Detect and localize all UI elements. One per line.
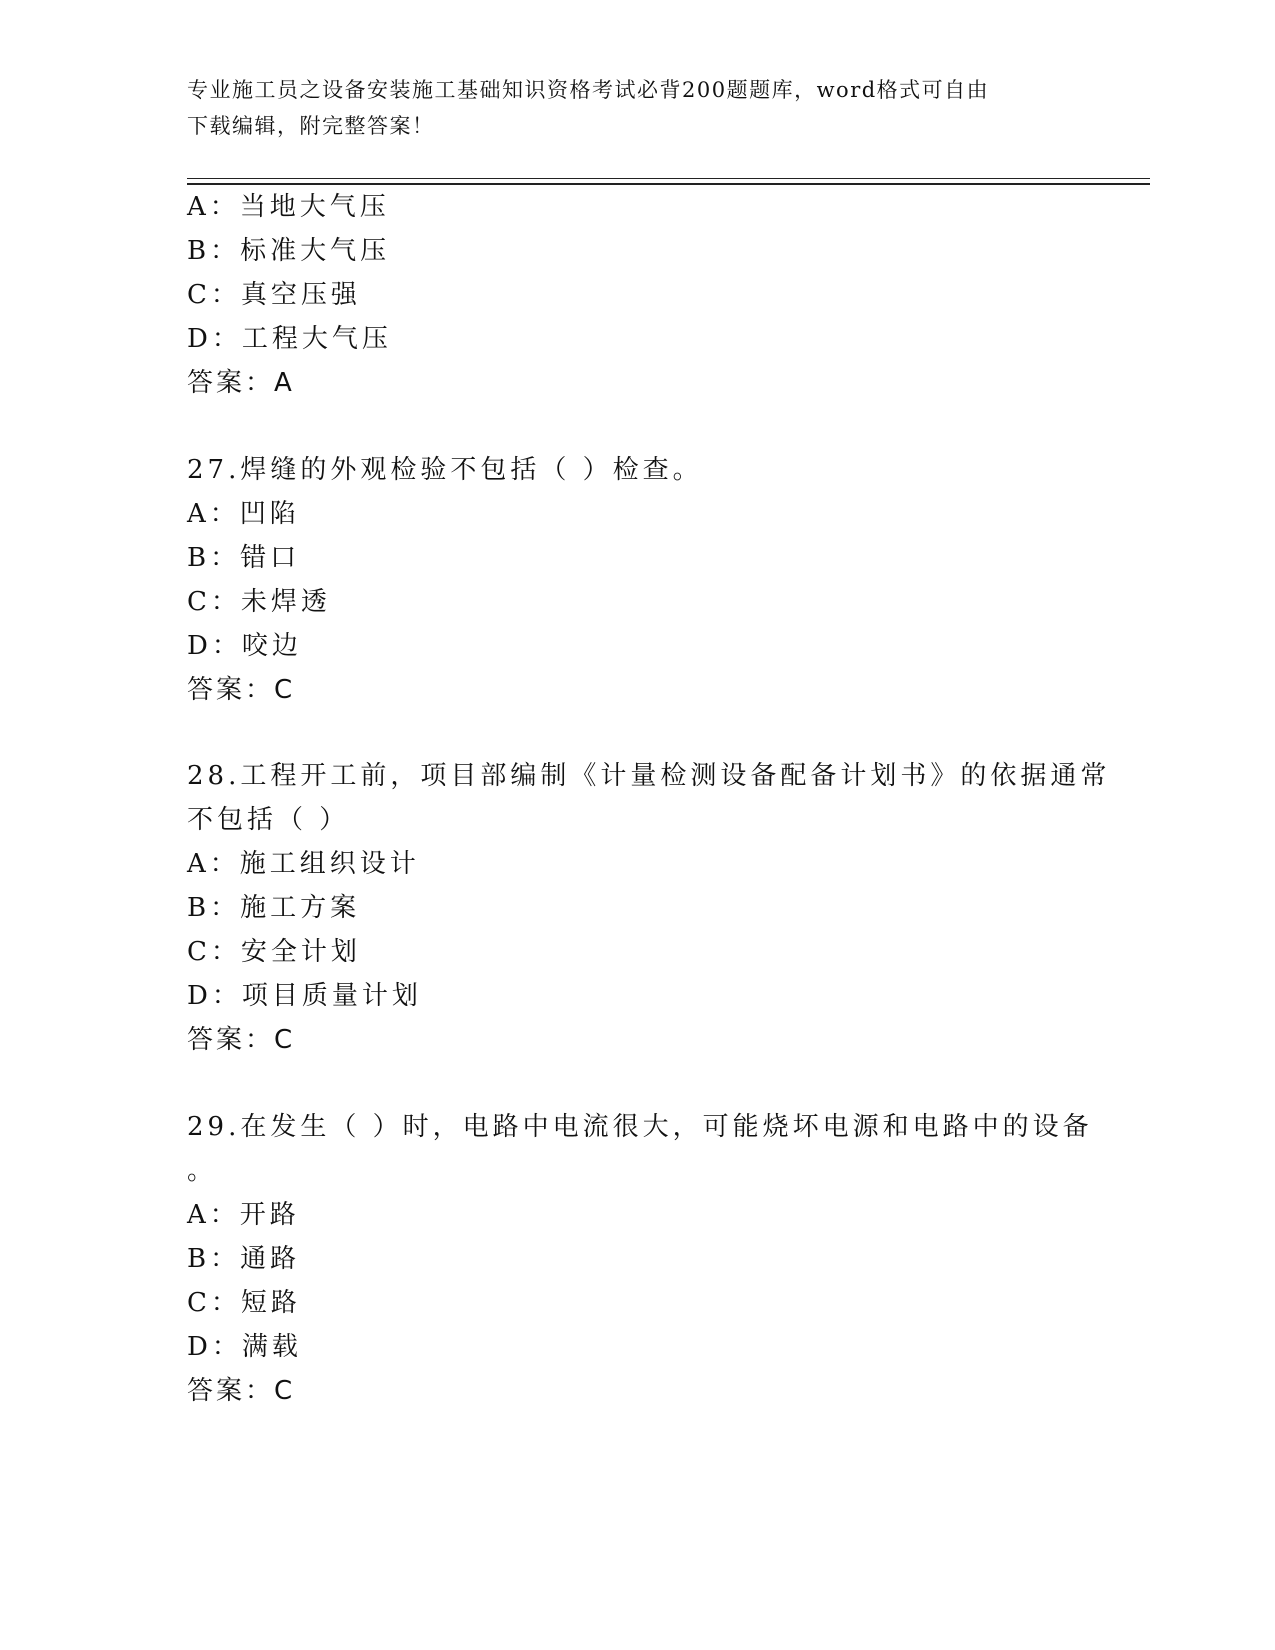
q29-option-b: B：通路 <box>187 1244 301 1274</box>
q29-option-d: D：满载 <box>187 1332 302 1362</box>
q28-stem-line-2: 不包括（ ） <box>187 805 350 835</box>
q28-answer: 答案：C <box>187 1025 296 1055</box>
q28-option-a: A：施工组织设计 <box>187 849 420 879</box>
q29-option-c: C：短路 <box>187 1288 301 1318</box>
document-header <box>187 72 1067 144</box>
q27-option-a: A：凹陷 <box>187 499 300 529</box>
q26-option-b: B：标准大气压 <box>187 236 391 266</box>
q28-option-c: C：安全计划 <box>187 937 361 967</box>
q29-answer: 答案：C <box>187 1376 296 1406</box>
q29-option-a: A：开路 <box>187 1200 300 1230</box>
q28-stem-line-1: 28.工程开工前，项目部编制《计量检测设备配备计划书》的依据通常 <box>187 761 1111 791</box>
q29-stem-line-1: 29.在发生（ ）时，电路中电流很大，可能烧坏电源和电路中的设备 <box>187 1112 1093 1142</box>
header-line-2: 下载编辑，附完整答案！ <box>187 114 435 138</box>
header-divider-thin <box>187 178 1150 179</box>
q27-option-d: D：咬边 <box>187 631 302 661</box>
q27-option-c: C：未焊透 <box>187 587 331 617</box>
q26-option-a: A：当地大气压 <box>187 192 390 222</box>
header-divider-thick <box>187 183 1150 185</box>
q27-option-b: B：错口 <box>187 543 301 573</box>
q28-option-d: D：项目质量计划 <box>187 981 422 1011</box>
q29-stem-line-2: 。 <box>187 1156 218 1186</box>
q26-option-c: C：真空压强 <box>187 280 361 310</box>
q27-stem: 27.焊缝的外观检验不包括（ ）检查。 <box>187 455 703 485</box>
q26-answer: 答案：A <box>187 368 295 398</box>
q26-option-d: D：工程大气压 <box>187 324 392 354</box>
header-line-1: 专业施工员之设备安装施工基础知识资格考试必背200题题库，word格式可自由 <box>187 78 990 102</box>
q28-option-b: B：施工方案 <box>187 893 361 923</box>
q27-answer: 答案：C <box>187 675 296 705</box>
